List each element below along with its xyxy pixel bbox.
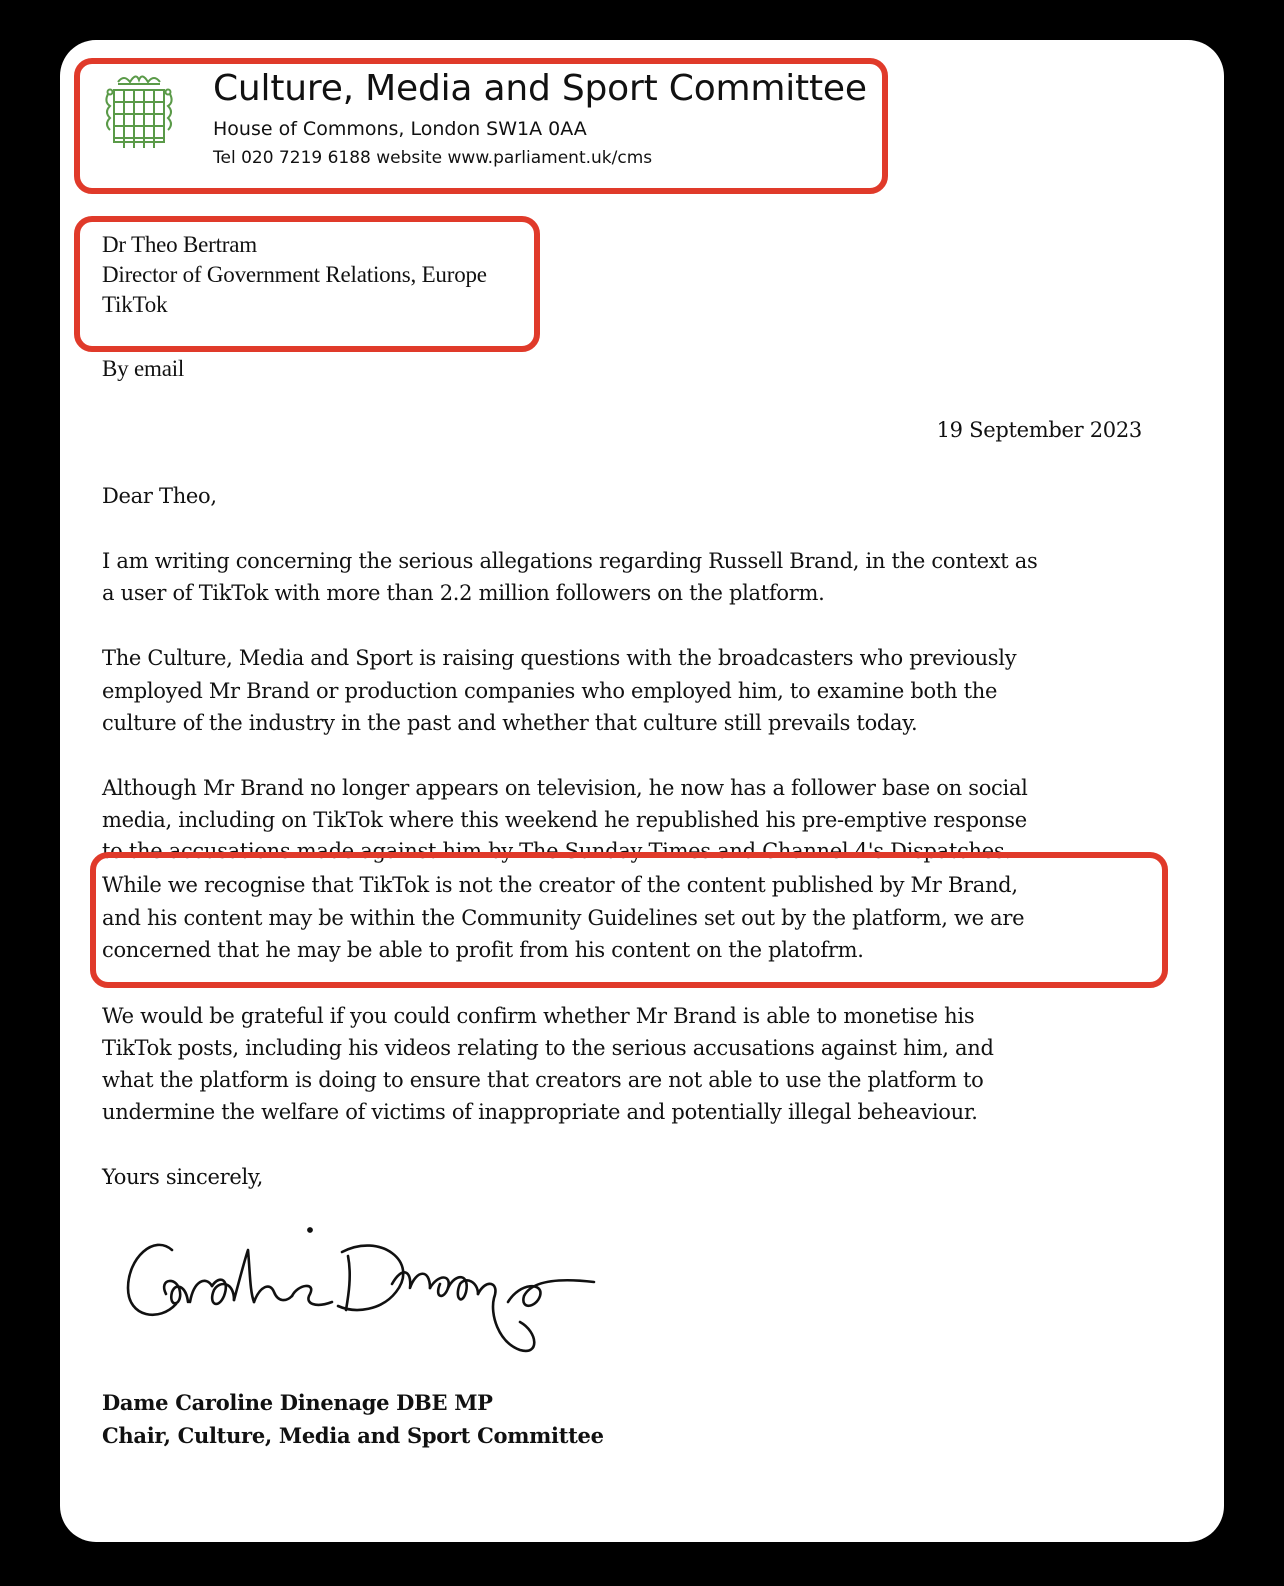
paragraph-line: to the accusations made against him by The Sunday Times and Channel 4's Dispatches. — [102, 839, 1011, 863]
committee-address: House of Commons, London SW1A 0AA — [213, 118, 587, 140]
letter-page — [60, 40, 1224, 1542]
paragraph-line: I am writing concerning the serious allegations regarding Russell Brand, in the context as — [102, 549, 1038, 573]
paragraph-line: We would be grateful if you could confirm whether Mr Brand is able to monetise his — [102, 1004, 975, 1028]
paragraph-line: undermine the welfare of victims of inappropriate and potentially illegal beheaviour. — [102, 1100, 978, 1124]
paragraph-line: what the platform is doing to ensure that creators are not able to use the platform to — [102, 1068, 984, 1092]
paragraph-line: and his content may be within the Community Guidelines set out by the platform, we are — [102, 906, 1025, 930]
paragraph-line: media, including on TikTok where this weekend he republished his pre-emptive response — [102, 808, 1027, 832]
signatory-name: Dame Caroline Dinenage DBE MP — [102, 1390, 493, 1415]
paragraph-line: concerned that he may be able to profit from his content on the platofrm. — [102, 938, 864, 962]
paragraph-line: TikTok posts, including his videos relating to the serious accusations against him, and — [102, 1036, 994, 1060]
handwritten-signature — [120, 1222, 610, 1362]
paragraph-line: Although Mr Brand no longer appears on television, he now has a follower base on social — [102, 776, 1028, 800]
portcullis-icon — [104, 72, 174, 156]
delivery-method: By email — [102, 356, 185, 381]
paragraph-line: a user of TikTok with more than 2.2 million followers on the platform. — [102, 581, 825, 605]
paragraph-line: employed Mr Brand or production companies who employed him, to examine both the — [102, 679, 998, 703]
paragraph-line: While we recognise that TikTok is not the creator of the content published by Mr Brand, — [102, 873, 1018, 897]
committee-name: Culture, Media and Sport Committee — [213, 68, 867, 109]
letter-date: 19 September 2023 — [936, 418, 1142, 442]
committee-contact: Tel 020 7219 6188 website www.parliament.uk/cms — [213, 148, 653, 168]
recipient-organisation: TikTok — [102, 292, 168, 317]
paragraph-line: The Culture, Media and Sport is raising questions with the broadcasters who previously — [102, 646, 1017, 670]
closing: Yours sincerely, — [102, 1165, 264, 1189]
signatory-role: Chair, Culture, Media and Sport Committee — [102, 1423, 604, 1448]
paragraph-line: culture of the industry in the past and whether that culture still prevails today. — [102, 711, 918, 735]
salutation: Dear Theo, — [102, 484, 217, 508]
recipient-name: Dr Theo Bertram — [102, 232, 257, 257]
recipient-title: Director of Government Relations, Europe — [102, 262, 487, 287]
